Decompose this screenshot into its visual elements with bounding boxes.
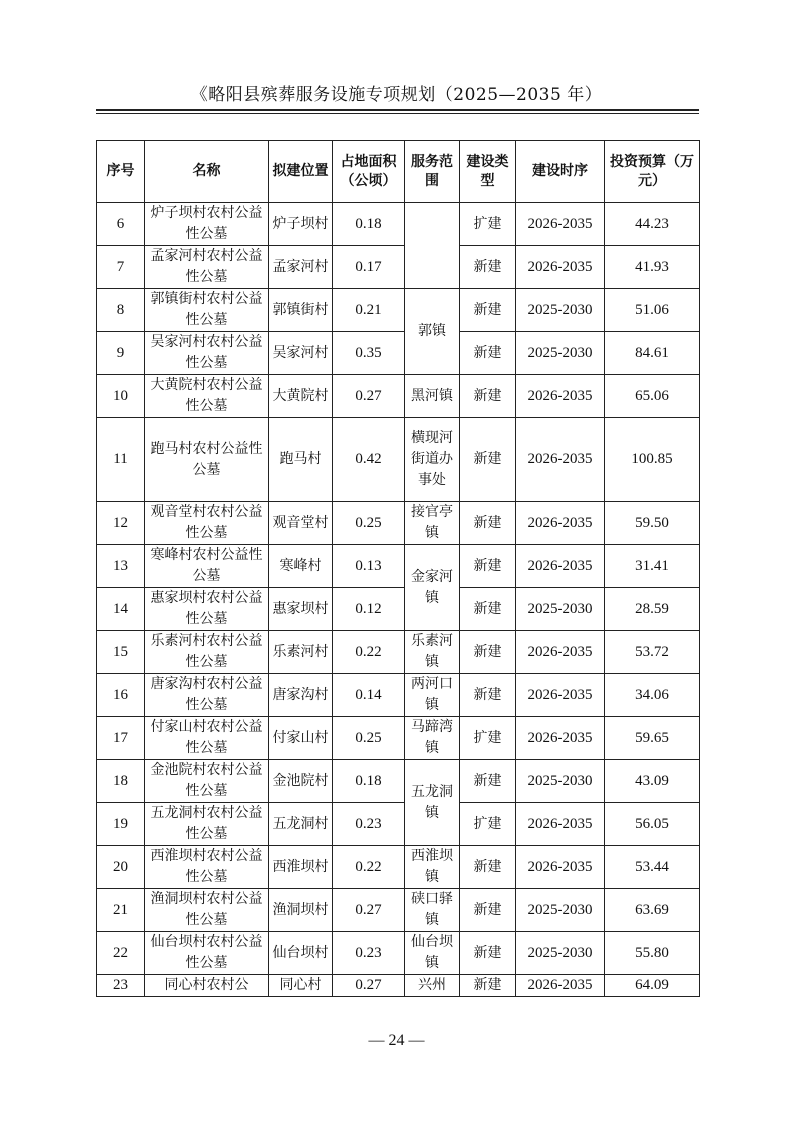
cell-service: 金家河镇	[405, 545, 460, 631]
cell-no: 6	[97, 203, 145, 246]
cell-budget: 34.06	[605, 674, 700, 717]
cell-type: 新建	[460, 889, 516, 932]
table-row	[97, 803, 700, 846]
cell-service: 郭镇	[405, 289, 460, 375]
cell-name: 惠家坝村农村公益性公墓	[145, 588, 269, 631]
cell-no: 16	[97, 674, 145, 717]
cell-type: 新建	[460, 375, 516, 418]
table-row	[97, 717, 700, 760]
cell-no: 10	[97, 375, 145, 418]
cell-period: 2026-2035	[516, 375, 605, 418]
cell-area: 0.13	[333, 545, 405, 588]
cell-period: 2026-2035	[516, 631, 605, 674]
cell-type: 新建	[460, 846, 516, 889]
cell-period: 2025-2030	[516, 932, 605, 975]
table-row	[97, 932, 700, 975]
cell-name: 寒峰村农村公益性公墓	[145, 545, 269, 588]
cell-period: 2026-2035	[516, 803, 605, 846]
cell-service: 五龙洞镇	[405, 760, 460, 846]
table-row	[97, 375, 700, 418]
cell-service: 乐素河镇	[405, 631, 460, 674]
facility-plan-table	[96, 140, 700, 997]
cell-no: 17	[97, 717, 145, 760]
table-row	[97, 975, 700, 997]
cell-no: 22	[97, 932, 145, 975]
cell-service: 横现河街道办事处	[405, 418, 460, 502]
cell-area: 0.25	[333, 502, 405, 545]
cell-no: 19	[97, 803, 145, 846]
cell-name: 观音堂村农村公益性公墓	[145, 502, 269, 545]
cell-location: 孟家河村	[269, 246, 333, 289]
cell-area: 0.22	[333, 846, 405, 889]
cell-location: 同心村	[269, 975, 333, 997]
cell-name: 西淮坝村农村公益性公墓	[145, 846, 269, 889]
cell-type: 新建	[460, 674, 516, 717]
cell-service: 两河口镇	[405, 674, 460, 717]
cell-type: 扩建	[460, 803, 516, 846]
table-row	[97, 418, 700, 502]
cell-no: 13	[97, 545, 145, 588]
cell-area: 0.22	[333, 631, 405, 674]
table-row	[97, 203, 700, 246]
table-header-row	[97, 141, 700, 203]
cell-no: 14	[97, 588, 145, 631]
cell-service: 黑河镇	[405, 375, 460, 418]
col-header-area: 占地面积（公顷）	[333, 141, 405, 203]
cell-period: 2026-2035	[516, 418, 605, 502]
page-number: — 24 —	[368, 1032, 425, 1049]
cell-budget: 65.06	[605, 375, 700, 418]
cell-name: 同心村农村公	[145, 975, 269, 997]
table-row	[97, 631, 700, 674]
cell-location: 仙台坝村	[269, 932, 333, 975]
cell-type: 新建	[460, 289, 516, 332]
cell-budget: 84.61	[605, 332, 700, 375]
cell-location: 郭镇街村	[269, 289, 333, 332]
col-header-name: 名称	[145, 141, 269, 203]
cell-name: 仙台坝村农村公益性公墓	[145, 932, 269, 975]
table-row	[97, 289, 700, 332]
cell-name: 吴家河村农村公益性公墓	[145, 332, 269, 375]
cell-area: 0.23	[333, 803, 405, 846]
cell-budget: 43.09	[605, 760, 700, 803]
table-row	[97, 889, 700, 932]
cell-service: 兴州	[405, 975, 460, 997]
cell-period: 2026-2035	[516, 545, 605, 588]
table-row	[97, 846, 700, 889]
cell-budget: 51.06	[605, 289, 700, 332]
cell-type: 扩建	[460, 717, 516, 760]
cell-no: 21	[97, 889, 145, 932]
cell-location: 吴家河村	[269, 332, 333, 375]
cell-location: 金池院村	[269, 760, 333, 803]
cell-name: 渔洞坝村农村公益性公墓	[145, 889, 269, 932]
cell-type: 新建	[460, 418, 516, 502]
col-header-budget: 投资预算（万元）	[605, 141, 700, 203]
col-header-service: 服务范围	[405, 141, 460, 203]
cell-type: 扩建	[460, 203, 516, 246]
cell-service	[405, 203, 460, 289]
cell-period: 2026-2035	[516, 203, 605, 246]
cell-area: 0.21	[333, 289, 405, 332]
cell-name: 乐素河村农村公益性公墓	[145, 631, 269, 674]
col-header-location: 拟建位置	[269, 141, 333, 203]
cell-type: 新建	[460, 246, 516, 289]
cell-period: 2025-2030	[516, 889, 605, 932]
cell-period: 2025-2030	[516, 760, 605, 803]
cell-area: 0.18	[333, 203, 405, 246]
cell-area: 0.27	[333, 375, 405, 418]
cell-name: 跑马村农村公益性公墓	[145, 418, 269, 502]
cell-type: 新建	[460, 545, 516, 588]
cell-location: 付家山村	[269, 717, 333, 760]
cell-no: 11	[97, 418, 145, 502]
cell-type: 新建	[460, 332, 516, 375]
cell-location: 唐家沟村	[269, 674, 333, 717]
header-rule	[96, 113, 699, 114]
cell-location: 乐素河村	[269, 631, 333, 674]
cell-period: 2025-2030	[516, 289, 605, 332]
cell-service: 仙台坝镇	[405, 932, 460, 975]
cell-area: 0.42	[333, 418, 405, 502]
cell-location: 炉子坝村	[269, 203, 333, 246]
header-rule	[96, 109, 699, 111]
cell-no: 18	[97, 760, 145, 803]
cell-no: 9	[97, 332, 145, 375]
cell-location: 西淮坝村	[269, 846, 333, 889]
cell-location: 观音堂村	[269, 502, 333, 545]
cell-budget: 63.69	[605, 889, 700, 932]
cell-service: 硖口驿镇	[405, 889, 460, 932]
table-row	[97, 502, 700, 545]
cell-area: 0.27	[333, 889, 405, 932]
cell-area: 0.27	[333, 975, 405, 997]
cell-period: 2026-2035	[516, 674, 605, 717]
cell-budget: 41.93	[605, 246, 700, 289]
cell-area: 0.25	[333, 717, 405, 760]
cell-period: 2026-2035	[516, 246, 605, 289]
table-row	[97, 246, 700, 289]
cell-name: 付家山村农村公益性公墓	[145, 717, 269, 760]
cell-budget: 55.80	[605, 932, 700, 975]
cell-type: 新建	[460, 975, 516, 997]
cell-type: 新建	[460, 760, 516, 803]
cell-period: 2025-2030	[516, 332, 605, 375]
cell-budget: 59.65	[605, 717, 700, 760]
cell-no: 20	[97, 846, 145, 889]
cell-name: 大黄院村农村公益性公墓	[145, 375, 269, 418]
cell-name: 郭镇街村农村公益性公墓	[145, 289, 269, 332]
cell-name: 孟家河村农村公益性公墓	[145, 246, 269, 289]
cell-period: 2026-2035	[516, 502, 605, 545]
cell-type: 新建	[460, 631, 516, 674]
cell-area: 0.17	[333, 246, 405, 289]
cell-location: 渔洞坝村	[269, 889, 333, 932]
cell-period: 2025-2030	[516, 588, 605, 631]
cell-no: 12	[97, 502, 145, 545]
col-header-type: 建设类型	[460, 141, 516, 203]
cell-area: 0.18	[333, 760, 405, 803]
cell-type: 新建	[460, 588, 516, 631]
cell-name: 金池院村农村公益性公墓	[145, 760, 269, 803]
cell-service: 马蹄湾镇	[405, 717, 460, 760]
table-row	[97, 674, 700, 717]
cell-no: 8	[97, 289, 145, 332]
cell-area: 0.23	[333, 932, 405, 975]
cell-service: 西淮坝镇	[405, 846, 460, 889]
table-row	[97, 332, 700, 375]
cell-name: 炉子坝村农村公益性公墓	[145, 203, 269, 246]
cell-area: 0.14	[333, 674, 405, 717]
cell-name: 唐家沟村农村公益性公墓	[145, 674, 269, 717]
col-header-period: 建设时序	[516, 141, 605, 203]
cell-budget: 31.41	[605, 545, 700, 588]
cell-location: 寒峰村	[269, 545, 333, 588]
cell-no: 15	[97, 631, 145, 674]
cell-budget: 56.05	[605, 803, 700, 846]
cell-budget: 59.50	[605, 502, 700, 545]
cell-location: 大黄院村	[269, 375, 333, 418]
cell-no: 7	[97, 246, 145, 289]
cell-period: 2026-2035	[516, 717, 605, 760]
cell-budget: 100.85	[605, 418, 700, 502]
col-header-no: 序号	[97, 141, 145, 203]
table-row	[97, 588, 700, 631]
cell-budget: 64.09	[605, 975, 700, 997]
cell-service: 接官亭镇	[405, 502, 460, 545]
cell-budget: 53.44	[605, 846, 700, 889]
cell-location: 跑马村	[269, 418, 333, 502]
cell-type: 新建	[460, 932, 516, 975]
cell-location: 五龙洞村	[269, 803, 333, 846]
cell-period: 2026-2035	[516, 975, 605, 997]
cell-area: 0.12	[333, 588, 405, 631]
cell-type: 新建	[460, 502, 516, 545]
cell-name: 五龙洞村农村公益性公墓	[145, 803, 269, 846]
cell-budget: 28.59	[605, 588, 700, 631]
cell-budget: 44.23	[605, 203, 700, 246]
cell-area: 0.35	[333, 332, 405, 375]
running-header: 《略阳县殡葬服务设施专项规划（2025—2035 年）	[190, 85, 603, 105]
table-row	[97, 760, 700, 803]
cell-budget: 53.72	[605, 631, 700, 674]
cell-location: 惠家坝村	[269, 588, 333, 631]
table-row	[97, 545, 700, 588]
cell-no: 23	[97, 975, 145, 997]
cell-period: 2026-2035	[516, 846, 605, 889]
